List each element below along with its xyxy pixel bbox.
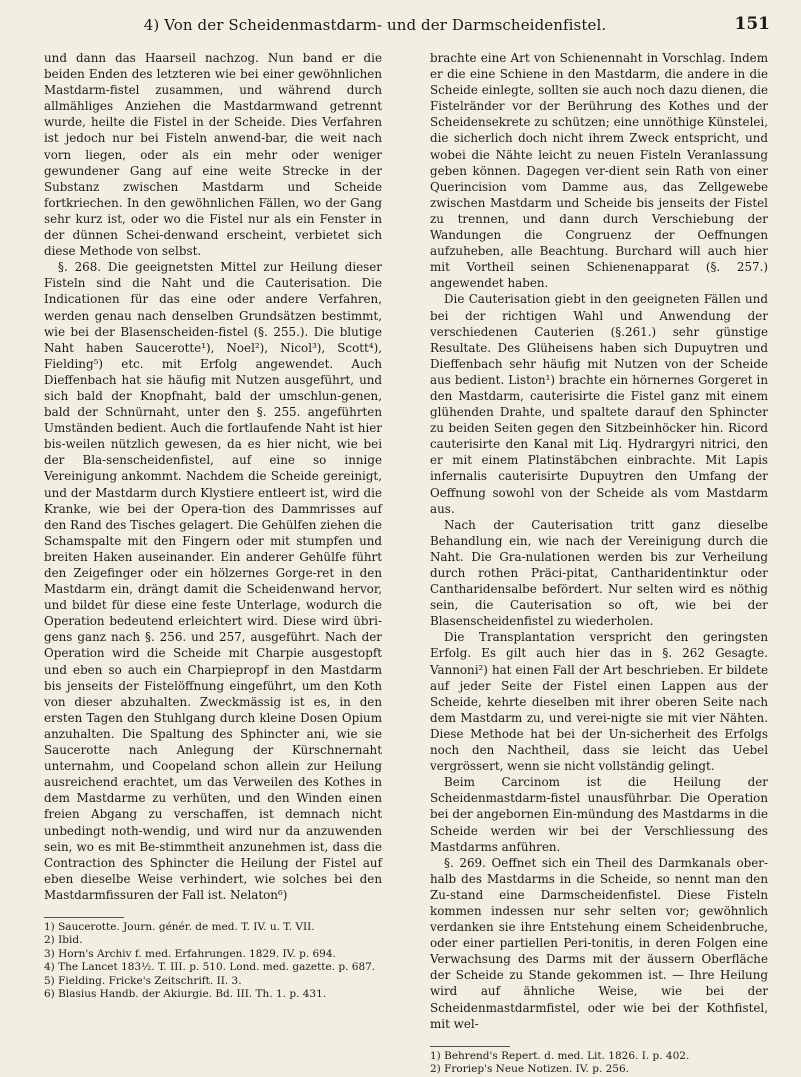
- paragraph: und dann das Haarseil nachzog. Nun band er die beiden Enden des letzteren wie bei einer gewöhnlichen Mastdarm-fistel zusammen, und während durch allmähliges Anziehen die Mastdarmwand getrennt wurde, heilte die Fistel in der Scheide. Dies Verfahren ist jedoch nur bei Fisteln anwend-bar, die weit nach vorn liegen, oder als ein mehr oder weniger gewundener Gang auf eine weite Strecke in der Substanz zwischen Mastdarm und Scheide fortkriechen. In den gewöhnlichen Fällen, wo der Gang sehr kurz ist, oder wo die Fistel nur als ein Fenster in der dünnen Schei-denwand erscheint, verbietet sich diese Methode von selbst.: [44, 51, 382, 259]
- footnotes-right: [430, 1046, 768, 1077]
- footnote: 1) Behrend's Repert. d. med. Lit. 1826. I. p. 402.: [430, 1049, 690, 1062]
- paragraph: §. 268. Die geeignetsten Mittel zur Heilung dieser Fisteln sind die Naht und die Cauterisation. Die Indicationen für das eine oder andere Verfahren, werden genau nach denselben Grundsätzen bestimmt, wie bei der Blasenscheiden-fistel (§. 255.). Die blutige Naht haben Saucerotte¹), Noel²), Nicol³), Scott⁴), Fielding⁵) etc. mit Erfolg angewendet. Auch Dieffenbach hat sie häufig mit Nutzen ausgeführt, und sich bald der Knopfnaht, bald der umschlun-genen, bald der Schnürnaht, unter den §. 255. angeführten Umständen bedient. Auch die fortlaufende Naht ist hier bis-weilen nützlich gewesen, da es hier nicht, wie bei der Bla-senscheidenfistel, auf eine so innige Vereinigung ankommt. Nachdem die Scheide gereinigt, und der Mastdarm durch Klystiere entleert ist, wird die Kranke, wie bei der Opera-tion des Dammrisses auf den Rand des Tisches gelagert. Die Gehülfen ziehen die Schamspalte mit den Fingern oder mit stumpfen und breiten Haken auseinander. Ein anderer Gehülfe führt den Zeigefinger oder ein hölzernes Gorge-ret in den Mastdarm ein, drängt damit die Scheidenwand hervor, und bildet für diese eine feste Unterlage, wodurch die Operation bedeutend erleichtert wird. Diese wird übri-gens ganz nach §. 256. und 257, ausgeführt. Nach der Operation wird die Scheide mit Charpie ausgestopft und eben so auch ein Charpiepropf in den Mastdarm bis jenseits der Fistelöffnung eingeführt, um den Koth von dieser abzuhalten. Zweckmässig ist es, in den ersten Tagen den Stuhlgang durch kleine Dosen Opium anzuhalten. Die Spaltung des Sphincter ani, wie sie Saucerotte nach Anlegung der Kürschnernaht unternahm, und Coopeland schon allein zur Heilung ausreichend erachtet, um das Verweilen des Kothes in dem Mastdarme zu verhüten, und den Winden einen freien Abgang zu verschaffen, ist demnach nicht unbedingt noth-wendig, und wird nur da anzuwenden sein, wo es mit Be-stimmtheit anzunehmen ist, dass die Contraction des Sphincter die Heilung der Fistel auf eben dieselbe Weise verhindert, wie solches bei den Mastdarmfissuren der Fall ist. Nelaton⁶): [44, 260, 382, 902]
- footnote: 6) Blasius Handb. der Akiurgie. Bd. III. Th. 1. p. 431.: [44, 988, 327, 1001]
- left-column: [44, 50, 382, 1002]
- footnote: 5) Fielding. Fricke's Zeitschrift. II. 3.: [44, 974, 242, 987]
- footnote: 2) Ibid.: [44, 934, 83, 947]
- paragraph: Die Cauterisation giebt in den geeigneten Fällen und bei der richtigen Wahl und Anwendung der verschiedenen Cauterien (§.261.) sehr günstige Resultate. Des Glüheisens haben sich Dupuytren und Dieffenbach sehr häufig mit Nutzen von der Scheide aus bedient. Liston¹) brachte ein hörnernes Gorgeret in den Mastdarm, cauterisirte die Fistel ganz mit einem glühenden Drahte, und spaltete darauf den Sphincter zu beiden Seiten gegen den Sitzbeinhöcker hin. Ricord cauterisirte den Kanal mit Liq. Hydrargyri nitrici, den er mit einem Platinstäbchen einbrachte. Mit Lapis infernalis cauterisirte Dupuytren den Umfang der Oeffnung sowohl von der Scheide als vom Mastdarm aus.: [430, 292, 768, 516]
- footnote: 1) Saucerotte. Journ. génér. de med. T. IV. u. T. VII.: [44, 920, 315, 933]
- paragraph: §. 269. Oeffnet sich ein Theil des Darmkanals ober-halb des Mastdarms in die Scheide, so nennt man den Zu-stand eine Darmscheidenfistel. Diese Fisteln kommen indessen nur sehr selten vor; gewöhnlich verdanken sie ihre Entstehung einem Scheidenbruche, oder einer partiellen Peri-tonitis, in deren Folgen eine Verwachsung des Darms mit der äussern Oberfläche der Scheide zu Stande gekommen ist. — Ihre Heilung wird auf ähnliche Weise, wie bei der Scheidenmastdarmfistel, oder wie bei der Kothfistel, mit wel-: [430, 855, 768, 1031]
- paragraph: Nach der Cauterisation tritt ganz dieselbe Behandlung ein, wie nach der Vereinigung durch die Naht. Die Gra-nulationen werden bis zur Verheilung durch rothen Präci-pitat, Cantharidentinktur oder Cantharidensalbe befördert. Nur selten wird es nöthig sein, die Cauterisation so oft, wie bei der Blasenscheidenfistel zu wiederholen.: [430, 517, 768, 629]
- footnote: 3) Horn's Archiv f. med. Erfahrungen. 1829. IV. p. 694.: [44, 947, 336, 960]
- running-title: 4) Von der Scheidenmastdarm- und der Darmscheidenfistel.: [143, 16, 607, 34]
- paragraph: brachte eine Art von Schienennaht in Vorschlag. Indem er die eine Schiene in den Mastdarm, die andere in die Scheide einlegte, sollten sie auch noch dazu dienen, die Fistelränder vor der Berührung des Kothes und der Scheidensekrete zu schützen; eine unnöthige Künstelei, die sicherlich doch nicht ihrem Zweck entspricht, und wobei die Nähte leicht zu neuen Fisteln Veranlassung geben können. Dagegen ver-dient sein Rath von einer Querincision vom Damme aus, das Zellgewebe zwischen Mastdarm und Scheide bis jenseits der Fistel zu trennen, und dann durch Verschiebung der Wandungen die Congruenz der Oeffnungen aufzuheben, alle Beachtung. Burchard will auch hier mit Vortheil seinen Schienenapparat (§. 257.) angewendet haben.: [430, 51, 768, 291]
- running-header: [40, 12, 770, 38]
- footnotes-left: [44, 917, 382, 1002]
- paragraph: Die Transplantation verspricht den geringsten Erfolg. Es gilt auch hier das in §. 262 Gesagte. Vannoni²) hat einen Fall der Art beschrieben. Er bildete auf jeder Seite der Fistel einen Lappen aus der Scheide, kehrte dieselben mit ihrer oberen Seite nach dem Mastdarm zu, und verei-nigte sie mit vier Nähten. Diese Methode hat bei der Un-sicherheit des Erfolgs noch den Nachtheil, dass sie leicht das Uebel vergrössert, wenn sie nicht vollständig gelingt.: [430, 630, 768, 774]
- footnote: 4) The Lancet 183½. T. III. p. 510. Lond. med. gazette. p. 687.: [44, 961, 376, 974]
- paragraph: Beim Carcinom ist die Heilung der Scheidenmastdarm-fistel unausführbar. Die Operation bei der angebornen Ein-mündung des Mastdarms in die Scheide werden wir bei der Verschliessung des Mastdarms anführen.: [430, 775, 768, 854]
- page-number: 151: [734, 14, 770, 34]
- footnote: 2) Froriep's Neue Notizen. IV. p. 256.: [430, 1063, 629, 1076]
- right-column: [430, 50, 768, 1077]
